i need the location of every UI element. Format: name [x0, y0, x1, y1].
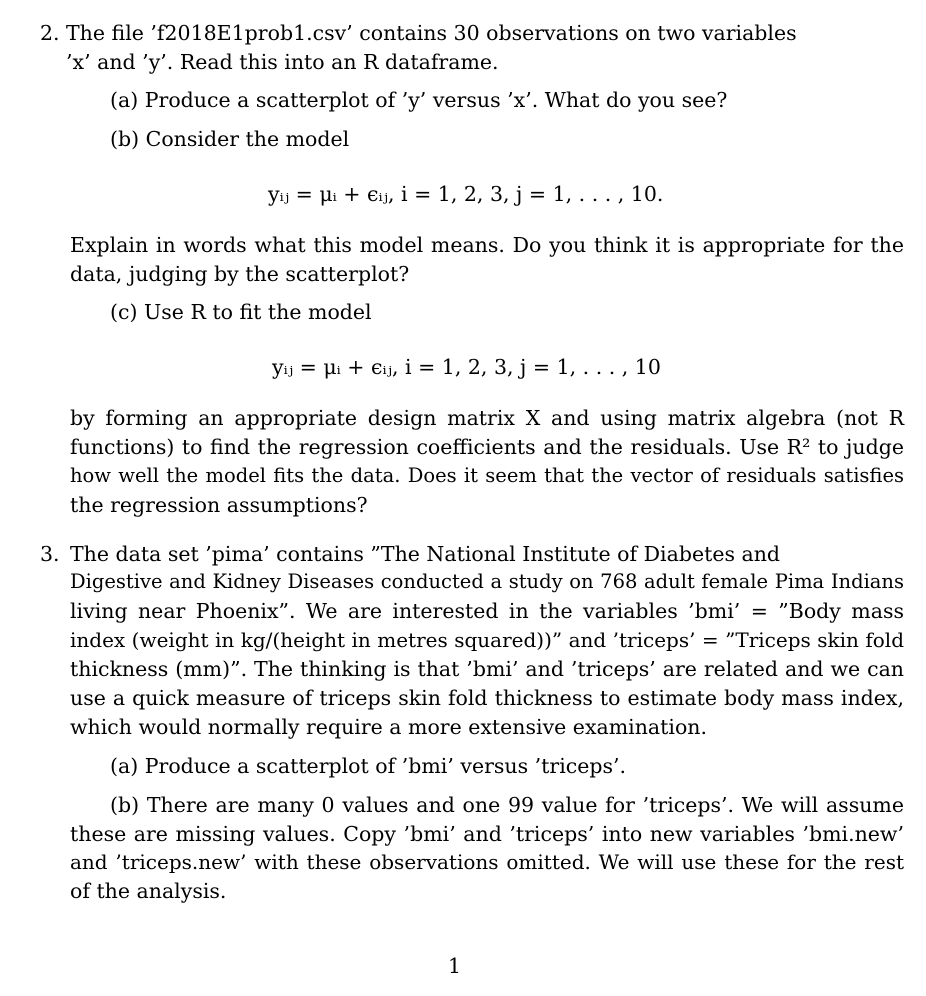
- problem-2-equation-c: yᵢⱼ = μᵢ + ϵᵢⱼ, i = 1, 2, 3, j = 1, . . . , 10: [272, 355, 661, 379]
- problem-3-part-b-line-2: these are missing values. Copy ’bmi’ and ’triceps’ into new variables ’bmi.new’: [70, 822, 904, 846]
- problem-2-intro-line-2: ’x’ and ’y’. Read this into an R dataframe.: [66, 50, 499, 74]
- problem-3-part-a: (a) Produce a scatterplot of ’bmi’ versus ’triceps’.: [110, 754, 627, 778]
- problem-2-fit-line-2: functions) to find the regression coefficients and the residuals. Use R² to judge: [70, 435, 904, 459]
- problem-3-part-b-line-4: of the analysis.: [70, 879, 227, 903]
- problem-2-explain-line-1: Explain in words what this model means. Do you think it is appropriate for the: [70, 233, 904, 257]
- problem-3-line-6: use a quick measure of triceps skin fold thickness to estimate body mass index,: [70, 686, 904, 710]
- problem-2-part-a: (a) Produce a scatterplot of ’y’ versus ’x’. What do you see?: [110, 88, 728, 112]
- problem-3-line-7: which would normally require a more extensive examination.: [70, 715, 708, 739]
- problem-3-number: 3.: [40, 542, 60, 566]
- problem-2-fit-line-1: by forming an appropriate design matrix X and using matrix algebra (not R: [70, 406, 904, 430]
- problem-3-line-2: Digestive and Kidney Diseases conducted a study on 768 adult female Pima Indians: [70, 570, 904, 593]
- problem-2-explain-line-2: data, judging by the scatterplot?: [70, 262, 410, 286]
- problem-3-part-b-line-1: (b) There are many 0 values and one 99 value for ’triceps’. We will assume: [110, 793, 904, 817]
- problem-2-intro-line-1: The file ’f2018E1prob1.csv’ contains 30 observations on two variables: [66, 21, 797, 45]
- problem-2-number: 2.: [40, 21, 60, 45]
- problem-2-equation-b: yᵢⱼ = μᵢ + ϵᵢⱼ, i = 1, 2, 3, j = 1, . . . , 10.: [268, 182, 664, 206]
- problem-2-part-b: (b) Consider the model: [110, 127, 350, 151]
- problem-3-line-5: thickness (mm)”. The thinking is that ’bmi’ and ’triceps’ are related and we can: [70, 657, 904, 681]
- problem-2-fit-line-4: the regression assumptions?: [70, 493, 368, 517]
- page-number: 1: [448, 954, 462, 978]
- problem-3-line-1: The data set ’pima’ contains ”The National Institute of Diabetes and: [70, 542, 781, 566]
- problem-2-part-c: (c) Use R to fit the model: [110, 300, 372, 324]
- problem-3-line-3: living near Phoenix”. We are interested in the variables ’bmi’ = ”Body mass: [70, 599, 904, 623]
- problem-2-fit-line-3: how well the model fits the data. Does it seem that the vector of residuals satisfies: [70, 464, 904, 487]
- problem-3-line-4: index (weight in kg/(height in metres squared))” and ’triceps’ = ”Triceps skin fold: [70, 628, 904, 652]
- problem-3-part-b-line-3: and ’triceps.new’ with these observations omitted. We will use these for the rest: [70, 850, 904, 874]
